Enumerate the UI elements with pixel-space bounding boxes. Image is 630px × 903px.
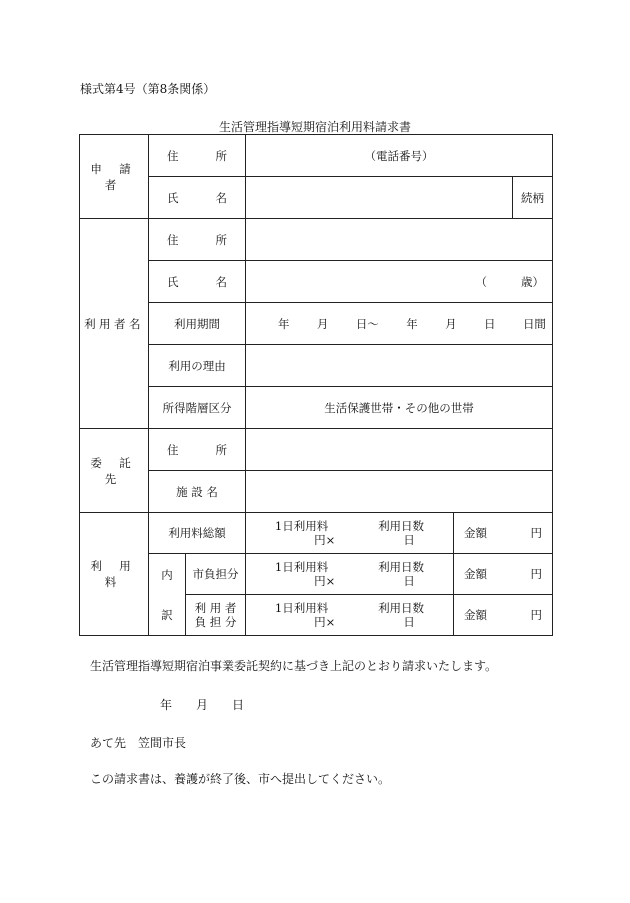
user-name-row: [80, 261, 553, 303]
applicant-group-label: 申 請 者: [80, 135, 149, 219]
request-date[interactable]: 年 月 日: [160, 698, 244, 712]
facility-label: 施 設 名: [149, 471, 246, 513]
user-name-label: 氏 名: [149, 261, 246, 303]
relationship-label: 続柄: [513, 177, 553, 219]
form-number: 様式第4号（第8条関係）: [80, 82, 216, 96]
applicant-name-row: [80, 177, 553, 219]
user-period-row: [80, 303, 553, 345]
user-name-field[interactable]: [246, 261, 553, 303]
user-share-amount[interactable]: 金額 円: [454, 595, 553, 636]
user-income-row: [80, 387, 553, 429]
fee-total-label: 利用料総額: [149, 513, 246, 554]
document-title: 生活管理指導短期宿泊利用料請求書: [218, 120, 411, 134]
request-form-table: [79, 134, 553, 636]
city-share-calc[interactable]: 1日利用料 利用日数 円× 日: [246, 554, 454, 595]
user-address-field[interactable]: [246, 219, 553, 261]
fee-city-row: [80, 554, 553, 595]
user-share-calc[interactable]: 1日利用料 利用日数 円× 日: [246, 595, 454, 636]
city-share-amount[interactable]: 金額 円: [454, 554, 553, 595]
contractor-address-label: 住 所: [149, 429, 246, 471]
breakdown-label: 内 訳: [149, 554, 186, 636]
reason-field[interactable]: [246, 345, 553, 387]
fee-total-row: [80, 513, 553, 554]
applicant-name-label: 氏 名: [149, 177, 246, 219]
fee-total-calc[interactable]: 1日利用料 利用日数 円× 日: [246, 513, 454, 554]
period-field[interactable]: 年 月 日〜 年 月 日 日間: [246, 303, 553, 345]
city-share-label: 市負担分: [186, 554, 246, 595]
income-class-label: 所得階層区分: [149, 387, 246, 429]
contractor-address-row: [80, 429, 553, 471]
applicant-address-field[interactable]: [246, 135, 553, 177]
applicant-name-field[interactable]: [246, 177, 513, 219]
period-label: 利用期間: [149, 303, 246, 345]
addressee: あて先 笠間市長: [90, 736, 187, 750]
phone-note: （電話番号）: [364, 148, 434, 163]
reason-label: 利用の理由: [149, 345, 246, 387]
facility-field[interactable]: [246, 471, 553, 513]
age-open: （: [475, 274, 487, 289]
user-address-label: 住 所: [149, 219, 246, 261]
user-group-label: 利用者名: [80, 219, 149, 429]
user-reason-row: [80, 345, 553, 387]
fee-total-amount[interactable]: 金額 円: [454, 513, 553, 554]
age-close: 歳）: [521, 274, 544, 289]
submit-note: この請求書は、養護が終了後、市へ提出してください。: [90, 772, 391, 786]
contractor-address-field[interactable]: [246, 429, 553, 471]
fee-group-label: 利 用 料: [80, 513, 149, 636]
applicant-address-label: 住 所: [149, 135, 246, 177]
user-share-label: 利 用 者 負 担 分: [186, 595, 246, 636]
user-address-row: [80, 219, 553, 261]
facility-row: [80, 471, 553, 513]
income-class-value[interactable]: 生活保護世帯・その他の世帯: [246, 387, 553, 429]
contractor-group-label: 委 託 先: [80, 429, 149, 513]
request-statement: 生活管理指導短期宿泊事業委託契約に基づき上記のとおり請求いたします。: [90, 659, 498, 673]
applicant-address-row: [80, 135, 553, 177]
